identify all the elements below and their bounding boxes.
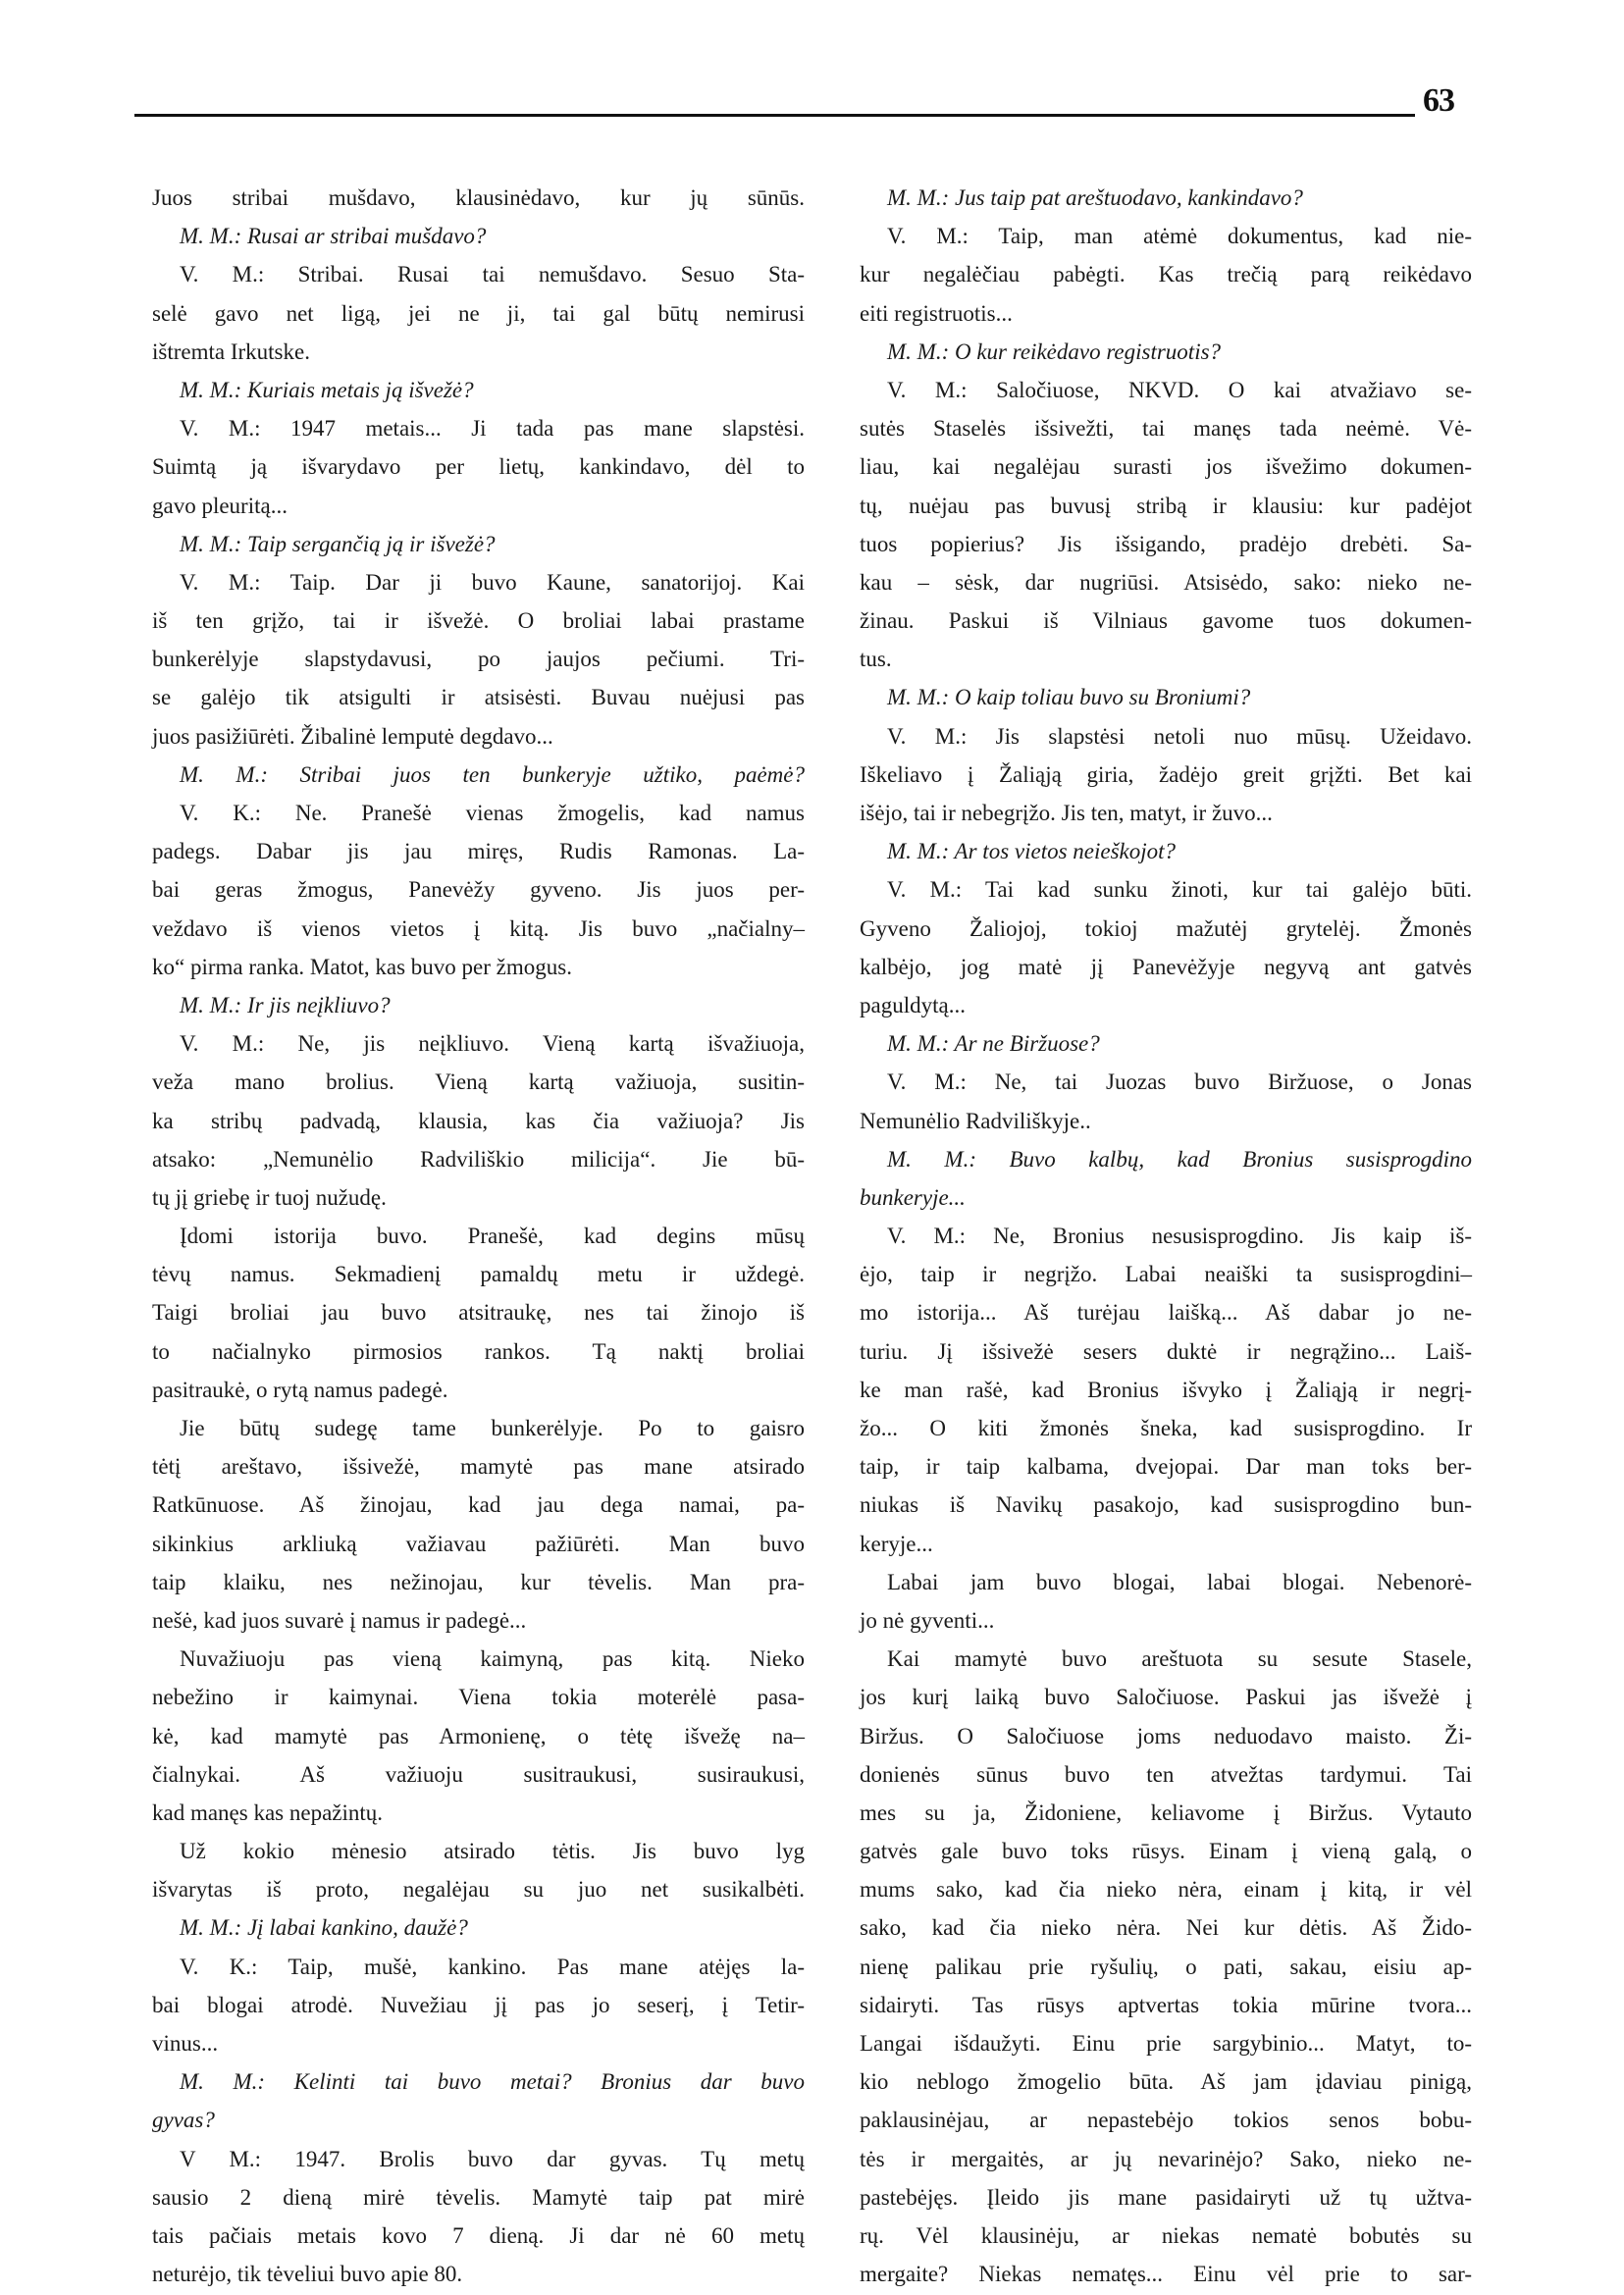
text-line: ka stribų padvadą, klausia, kas čia važiuoja? Jis bbox=[152, 1108, 805, 1133]
text-line: išėjo, tai ir nebegrįžo. Jis ten, matyt, ir žuvo... bbox=[860, 801, 1273, 825]
text-line: ištremta Irkutske. bbox=[152, 339, 310, 364]
text-line: ke man rašė, kad Bronius išvyko į Žaliąją ir negrį- bbox=[860, 1377, 1472, 1402]
text-line: sutės Staselės išsivežti, tai manęs tada neėmė. Vė- bbox=[860, 416, 1472, 442]
interviewer-question-line: gyvas? bbox=[152, 2108, 215, 2133]
text-line: paklausinėjau, ar nepastebėjo tokios senos bobu- bbox=[860, 2108, 1472, 2133]
interviewer-question-line: M. M.: O kur reikėdavo registruotis? bbox=[887, 339, 1222, 364]
text-line: V. M.: Stribai. Rusai tai nemušdavo. Sesuo Sta- bbox=[180, 262, 805, 287]
text-line: vinus... bbox=[152, 2031, 219, 2056]
text-line: mergaite? Niekas nematęs... Einu vėl prie to sar- bbox=[860, 2262, 1472, 2287]
interviewer-question-line: M. M.: Kuriais metais ją išvežė? bbox=[180, 377, 474, 402]
text-line: neturėjo, tik tėveliui buvo apie 80. bbox=[152, 2262, 463, 2287]
text-line: sako, kad čia nieko nėra. Nei kur dėtis. Aš Žido- bbox=[860, 1915, 1472, 1941]
text-line: Iškeliavo į Žaliąją giria, žadėjo greit grįžti. Bet kai bbox=[860, 761, 1472, 787]
text-line: keryje... bbox=[860, 1531, 933, 1556]
text-line: veždavo iš vienos vietos į kitą. Jis buvo „načialny– bbox=[152, 915, 805, 941]
text-line: rų. Vėl klausinėju, ar niekas nematė bobutės su bbox=[860, 2222, 1472, 2248]
text-line: V. M.: Taip, man atėmė dokumentus, kad nie- bbox=[887, 224, 1472, 249]
text-line: juos pasižiūrėti. Žibalinė lemputė degdavo... bbox=[152, 723, 553, 749]
text-line: padegs. Dabar jis jau miręs, Rudis Ramonas. La- bbox=[152, 839, 805, 864]
text-line: to načialnyko pirmosios rankos. Tą naktį broliai bbox=[152, 1338, 805, 1364]
text-line: bai geras žmogus, Panevėžy gyveno. Jis juos per- bbox=[152, 877, 805, 903]
text-line: tėtį areštavo, išsivežė, mamytė pas mane atsirado bbox=[152, 1454, 805, 1480]
text-line: niukas iš Navikų pasakojo, kad susisprogdino bun- bbox=[860, 1492, 1472, 1518]
text-line: V. K.: Ne. Pranešė vienas žmogelis, kad namus bbox=[180, 801, 805, 825]
text-line: išvarytas iš proto, negalėjau su juo net susikalbėti. bbox=[152, 1877, 805, 1903]
text-line: V M.: 1947. Brolis buvo dar gyvas. Tų metų bbox=[180, 2146, 805, 2171]
interviewer-question-line: M. M.: Kelinti tai buvo metai? Bronius dar buvo bbox=[180, 2069, 805, 2095]
text-line: paguldytą... bbox=[860, 992, 966, 1017]
text-line: veža mano brolius. Vieną kartą važiuoja, susitin- bbox=[152, 1069, 805, 1095]
interviewer-question-line: bunkeryje... bbox=[860, 1184, 966, 1210]
text-line: Juos stribai mušdavo, klausinėdavo, kur jų sūnūs. bbox=[152, 185, 805, 210]
text-line: V. M.: Ne, jis neįkliuvo. Vieną kartą išvažiuoja, bbox=[180, 1031, 805, 1057]
text-line: V. M.: Jis slapstėsi netoli nuo mūsų. Užeidavo. bbox=[887, 723, 1472, 749]
text-line: gatvės gale buvo toks rūsys. Einam į vieną galą, o bbox=[860, 1839, 1472, 1864]
text-line: Ratkūnuose. Aš žinojau, kad jau dega namai, pa- bbox=[152, 1492, 805, 1518]
text-line: bunkerėlyje slapstydavusi, po jaujos pečiumi. Tri- bbox=[152, 647, 805, 672]
text-line: mums sako, kad čia nieko nėra, einam į kitą, ir vėl bbox=[860, 1877, 1472, 1903]
text-line: pastebėjęs. Įleido jis mane pasidairyti už tų užtva- bbox=[860, 2184, 1472, 2210]
interviewer-question-line: M. M.: Buvo kalbų, kad Bronius susisprogdino bbox=[887, 1146, 1472, 1172]
text-line: Kai mamytė buvo areštuota su sesute Stasele, bbox=[887, 1646, 1472, 1672]
text-line: jos kurį laiką buvo Saločiuose. Paskui jas išvežė į bbox=[860, 1685, 1472, 1710]
text-line: sidairyti. Tas rūsys aptvertas tokia mūrine tvora... bbox=[860, 1992, 1472, 2017]
text-line: sausio 2 dieną mirė tėvelis. Mamytė taip pat mirė bbox=[152, 2184, 805, 2210]
interviewer-question-line: M. M.: Ar ne Biržuose? bbox=[887, 1031, 1100, 1057]
text-line: bai blogai atrodė. Nuvežiau jį pas jo seserį, į Tetir- bbox=[152, 1992, 805, 2017]
interviewer-question-line: M. M.: Jį labai kankino, daužė? bbox=[180, 1915, 468, 1941]
text-line: selė gavo net ligą, jei ne ji, tai gal būtų nemirusi bbox=[152, 300, 805, 326]
text-line: Nemunėlio Radviliškyje.. bbox=[860, 1108, 1091, 1133]
text-line: gavo pleuritą... bbox=[152, 493, 288, 518]
text-line: Nuvažiuoju pas vieną kaimyną, pas kitą. Nieko bbox=[180, 1646, 805, 1672]
text-line: iš ten grįžo, tai ir išvežė. O broliai labai prastame bbox=[152, 608, 805, 634]
text-line: pasitraukė, o rytą namus padegė. bbox=[152, 1377, 448, 1402]
text-line: Gyveno Žaliojoj, tokioj mažutėj grytelėj. Žmonės bbox=[860, 915, 1472, 941]
text-line: mes su ja, Židoniene, keliavome į Biržus. Vytauto bbox=[860, 1799, 1472, 1825]
text-line: tų jį griebę ir tuoj nužudę. bbox=[152, 1184, 387, 1210]
text-line: čialnykai. Aš važiuoju susitraukusi, susiraukusi, bbox=[152, 1761, 805, 1787]
text-line: kalbėjo, jog matė jį Panevėžyje negyvą ant gatvės bbox=[860, 954, 1472, 979]
text-line: nebežino ir kaimynai. Viena tokia moterėlė pasa- bbox=[152, 1685, 805, 1710]
text-line: tėvų namus. Sekmadienį pamaldų metu ir uždegė. bbox=[152, 1262, 805, 1287]
text-line: eiti registruotis... bbox=[860, 300, 1013, 326]
text-line: V. M.: Taip. Dar ji buvo Kaune, sanatorijoj. Kai bbox=[180, 569, 805, 595]
text-line: nienę palikau prie ryšulių, o pati, sakau, eisiu ap- bbox=[860, 1954, 1472, 1979]
text-line: ėjo, taip ir negrįžo. Labai neaiški ta susisprogdini– bbox=[860, 1262, 1472, 1287]
text-line: V. M.: Saločiuose, NKVD. O kai atvažiavo se- bbox=[887, 377, 1472, 402]
right-column bbox=[860, 179, 1472, 2293]
text-line: Biržus. O Saločiuose joms neduodavo maisto. Ži- bbox=[860, 1723, 1472, 1748]
text-line: Labai jam buvo blogai, labai blogai. Nebenorė- bbox=[887, 1569, 1472, 1594]
text-line: Taigi broliai jau buvo atsitraukę, nes tai žinojo iš bbox=[152, 1300, 805, 1326]
text-line: V. M.: Ne, tai Juozas buvo Biržuose, o Jonas bbox=[887, 1069, 1472, 1095]
text-line: kur negalėčiau pabėgti. Kas trečią parą reikėdavo bbox=[860, 262, 1472, 287]
text-line: Už kokio mėnesio atsirado tėtis. Jis buvo lyg bbox=[180, 1839, 805, 1864]
header-rule bbox=[134, 114, 1415, 117]
text-line: turiu. Jį išsivežė sesers duktė ir negrąžino... Laiš- bbox=[860, 1338, 1472, 1364]
text-line: tės ir mergaitės, ar jų nevarinėjo? Sako, nieko ne- bbox=[860, 2146, 1472, 2171]
text-line: jo nė gyventi... bbox=[860, 1607, 995, 1633]
text-line: se galėjo tik atsigulti ir atsisėsti. Buvau nuėjusi pas bbox=[152, 685, 805, 710]
text-line: Įdomi istorija buvo. Pranešė, kad degins mūsų bbox=[180, 1224, 805, 1249]
interviewer-question-line: M. M.: Ir jis neįkliuvo? bbox=[180, 992, 391, 1017]
interviewer-question-line: M. M.: Stribai juos ten bunkeryje užtiko, paėmė? bbox=[180, 761, 805, 787]
text-line: Jie būtų sudegę tame bunkerėlyje. Po to gaisro bbox=[180, 1416, 805, 1440]
page-number: 63 bbox=[1423, 82, 1454, 119]
text-line: donienės sūnus buvo ten atvežtas tardymui. Tai bbox=[860, 1761, 1472, 1787]
interviewer-question-line: M. M.: Rusai ar stribai mušdavo? bbox=[180, 224, 487, 249]
text-line: kė, kad mamytė pas Armonienę, o tėtę išvežę na– bbox=[152, 1723, 805, 1748]
text-line: kio neblogo žmogelio būta. Aš jam įdaviau pinigą, bbox=[860, 2069, 1472, 2095]
text-line: kau – sėsk, dar nugriūsi. Atsisėdo, sako: nieko ne- bbox=[860, 569, 1472, 595]
interviewer-question-line: M. M.: Jus taip pat areštuodavo, kankindavo? bbox=[887, 185, 1303, 210]
text-line: tais pačiais metais kovo 7 dieną. Ji dar nė 60 metų bbox=[152, 2222, 805, 2248]
text-line: V. M.: Ne, Bronius nesusisprogdino. Jis kaip iš- bbox=[887, 1224, 1472, 1249]
text-line: žo... O kiti žmonės šneka, kad susisprogdino. Ir bbox=[860, 1416, 1472, 1440]
text-line: taip, ir taip kalbama, dvejopai. Dar man toks ber- bbox=[860, 1454, 1472, 1480]
text-line: atsako: „Nemunėlio Radviliškio milicija“. Jie bū- bbox=[152, 1146, 805, 1172]
text-line: V. M.: 1947 metais... Ji tada pas mane slapstėsi. bbox=[180, 416, 805, 442]
text-line: tus. bbox=[860, 647, 892, 672]
text-line: tų, nuėjau pas buvusį stribą ir klausiu: kur padėjot bbox=[860, 493, 1472, 518]
interviewer-question-line: M. M.: Ar tos vietos neieškojot? bbox=[887, 839, 1177, 864]
text-line: žinau. Paskui iš Vilniaus gavome tuos dokumen- bbox=[860, 608, 1472, 634]
text-line: Langai išdaužyti. Einu prie sargybinio... Matyt, to- bbox=[860, 2031, 1472, 2056]
left-column bbox=[152, 179, 805, 2293]
interviewer-question-line: M. M.: Taip sergančią ją ir išvežė? bbox=[180, 531, 496, 556]
text-line: nešė, kad juos suvarė į namus ir padegė... bbox=[152, 1607, 527, 1633]
text-line: tuos popierius? Jis išsigando, pradėjo drebėti. Sa- bbox=[860, 531, 1472, 556]
text-line: V. M.: Tai kad sunku žinoti, kur tai galėjo būti. bbox=[887, 877, 1472, 903]
text-line: sikinkius arkliuką važiavau pažiūrėti. Man buvo bbox=[152, 1531, 805, 1556]
text-line: kad manęs kas nepažintų. bbox=[152, 1799, 384, 1825]
text-line: mo istorija... Aš turėjau laišką... Aš dabar jo ne- bbox=[860, 1300, 1472, 1326]
text-line: V. K.: Taip, mušė, kankino. Pas mane atėjęs la- bbox=[180, 1954, 805, 1979]
text-line: ko“ pirma ranka. Matot, kas buvo per žmogus. bbox=[152, 954, 572, 979]
text-line: taip klaiku, nes nežinojau, kur tėvelis. Man pra- bbox=[152, 1569, 805, 1594]
interviewer-question-line: M. M.: O kaip toliau buvo su Broniumi? bbox=[887, 685, 1251, 710]
text-line: Suimtą ją išvarydavo per lietų, kankindavo, dėl to bbox=[152, 454, 805, 480]
text-line: liau, kai negalėjau surasti jos išvežimo dokumen- bbox=[860, 454, 1472, 480]
